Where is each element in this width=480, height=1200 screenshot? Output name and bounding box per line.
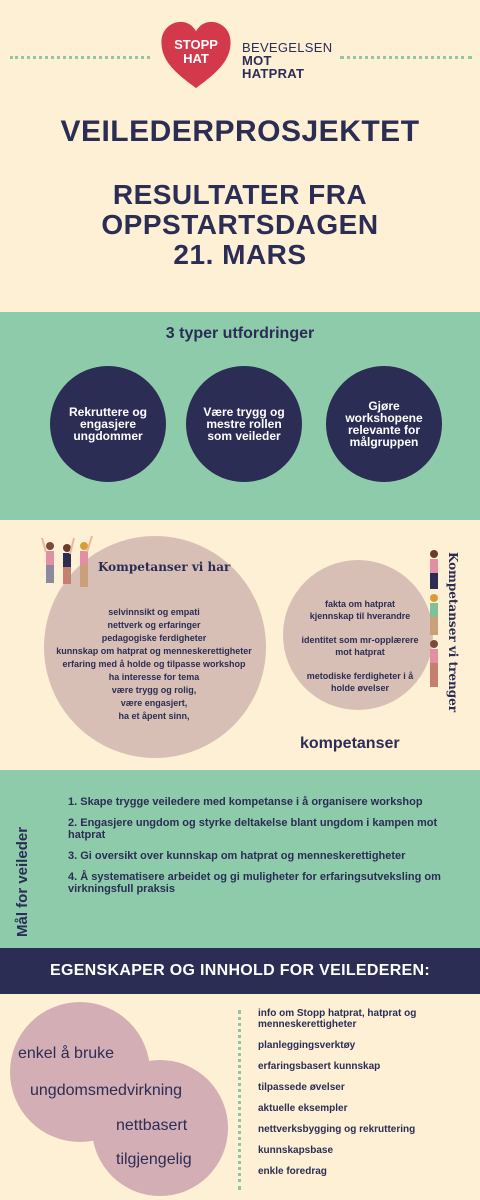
list-item: aktuelle eksempler [258, 1103, 348, 1114]
list-item: 2. Engasjere ungdom og styrke deltakelse blant ungdom i kampen mot hatprat [68, 817, 438, 841]
goals-list [68, 796, 468, 904]
dotted-divider-right [340, 56, 472, 59]
trait-label: ungdomsmedvirkning [30, 1082, 183, 1099]
goals-heading: Mål for veileder [14, 826, 31, 937]
list-item: nettverksbygging og rekruttering [258, 1124, 416, 1135]
logo-text [160, 38, 232, 66]
list-item: kunnskap om hatprat og menneskerettigheter [56, 646, 252, 656]
dotted-divider-vertical [238, 1010, 241, 1190]
competencies-need-list [300, 598, 420, 694]
challenge-label: Være trygg og mestre rollen som veileder [203, 405, 285, 443]
logo-line-1: STOPP [174, 37, 218, 52]
people-cheering-icon [40, 532, 96, 598]
page-subtitle [0, 180, 480, 270]
list-item: planleggingsverktøy [258, 1040, 356, 1051]
challenge-label: Gjøre workshopene relevante for målgruppen [345, 399, 423, 449]
list-item: 1. Skape trygge veiledere med kompetanse i å organisere workshop [68, 796, 423, 808]
challenge-circle-2 [186, 366, 302, 482]
competencies-need-title: Kompetanser vi trenger [446, 552, 460, 713]
trait-label: nettbasert [116, 1117, 188, 1134]
competencies-footer-word: kompetanser [300, 735, 400, 752]
list-item: 4. Å systematisere arbeidet og gi muligheter for erfaringsutveksling om virkningsfull praksis [68, 871, 441, 895]
challenge-circle-3 [326, 366, 442, 482]
list-item: metodiske ferdigheter i å holde øvelser [306, 671, 414, 693]
challenge-label: Rekruttere og engasjere ungdommer [68, 405, 148, 443]
list-item: nettverk og erfaringer [107, 620, 201, 630]
brand-line-3: HATPRAT [242, 66, 305, 81]
competencies-have-title: Kompetanser vi har [98, 560, 231, 574]
list-item: ha interesse for tema [108, 672, 200, 682]
subtitle-line-1: RESULTATER FRA [112, 179, 368, 210]
list-item: identitet som mr-opplærere mot hatprat [301, 635, 419, 657]
list-item: enkle foredrag [258, 1166, 327, 1177]
list-item: kjennskap til hverandre [309, 611, 411, 621]
list-item: erfaringsbasert kunnskap [258, 1061, 381, 1072]
list-item: info om Stopp hatprat, hatprat og menneskerettigheter [258, 1008, 417, 1030]
brand-name [242, 41, 332, 80]
page-title: VEILEDERPROSJEKTET [60, 115, 420, 148]
brand-line-1: BEVEGELSEN [242, 40, 333, 55]
list-item: pedagogiske ferdigheter [101, 633, 207, 643]
list-item: tilpassede øvelser [258, 1082, 345, 1093]
list-item: kunnskapsbase [258, 1145, 334, 1156]
logo-line-2: HAT [183, 51, 209, 66]
trait-label: tilgjengelig [116, 1151, 192, 1168]
challenge-circle-1 [50, 366, 166, 482]
challenges-heading: 3 typer utfordringer [165, 325, 315, 342]
contents-list [258, 1008, 473, 1187]
list-item: selvinnsikt og empati [108, 607, 200, 617]
subtitle-line-3: 21. MARS [173, 239, 307, 270]
trait-label: enkel å bruke [18, 1045, 115, 1062]
properties-banner: EGENSKAPER OG INNHOLD FOR VEILEDEREN: [0, 948, 480, 994]
people-stack-icon [424, 548, 444, 708]
list-item: 3. Gi oversikt over kunnskap om hatprat og menneskerettigheter [68, 850, 406, 862]
list-item: ha et åpent sinn, [118, 711, 190, 721]
dotted-divider-left [10, 56, 150, 59]
competencies-have-list [24, 606, 284, 723]
subtitle-line-2: OPPSTARTSDAGEN [101, 209, 379, 240]
list-item: erfaring med å holde og tilpasse workshop [62, 659, 246, 669]
list-item: fakta om hatprat [324, 599, 395, 609]
brand-line-2: MOT [242, 53, 272, 68]
list-item: være trygg og rolig, [111, 685, 197, 695]
list-item: være engasjert, [120, 698, 188, 708]
